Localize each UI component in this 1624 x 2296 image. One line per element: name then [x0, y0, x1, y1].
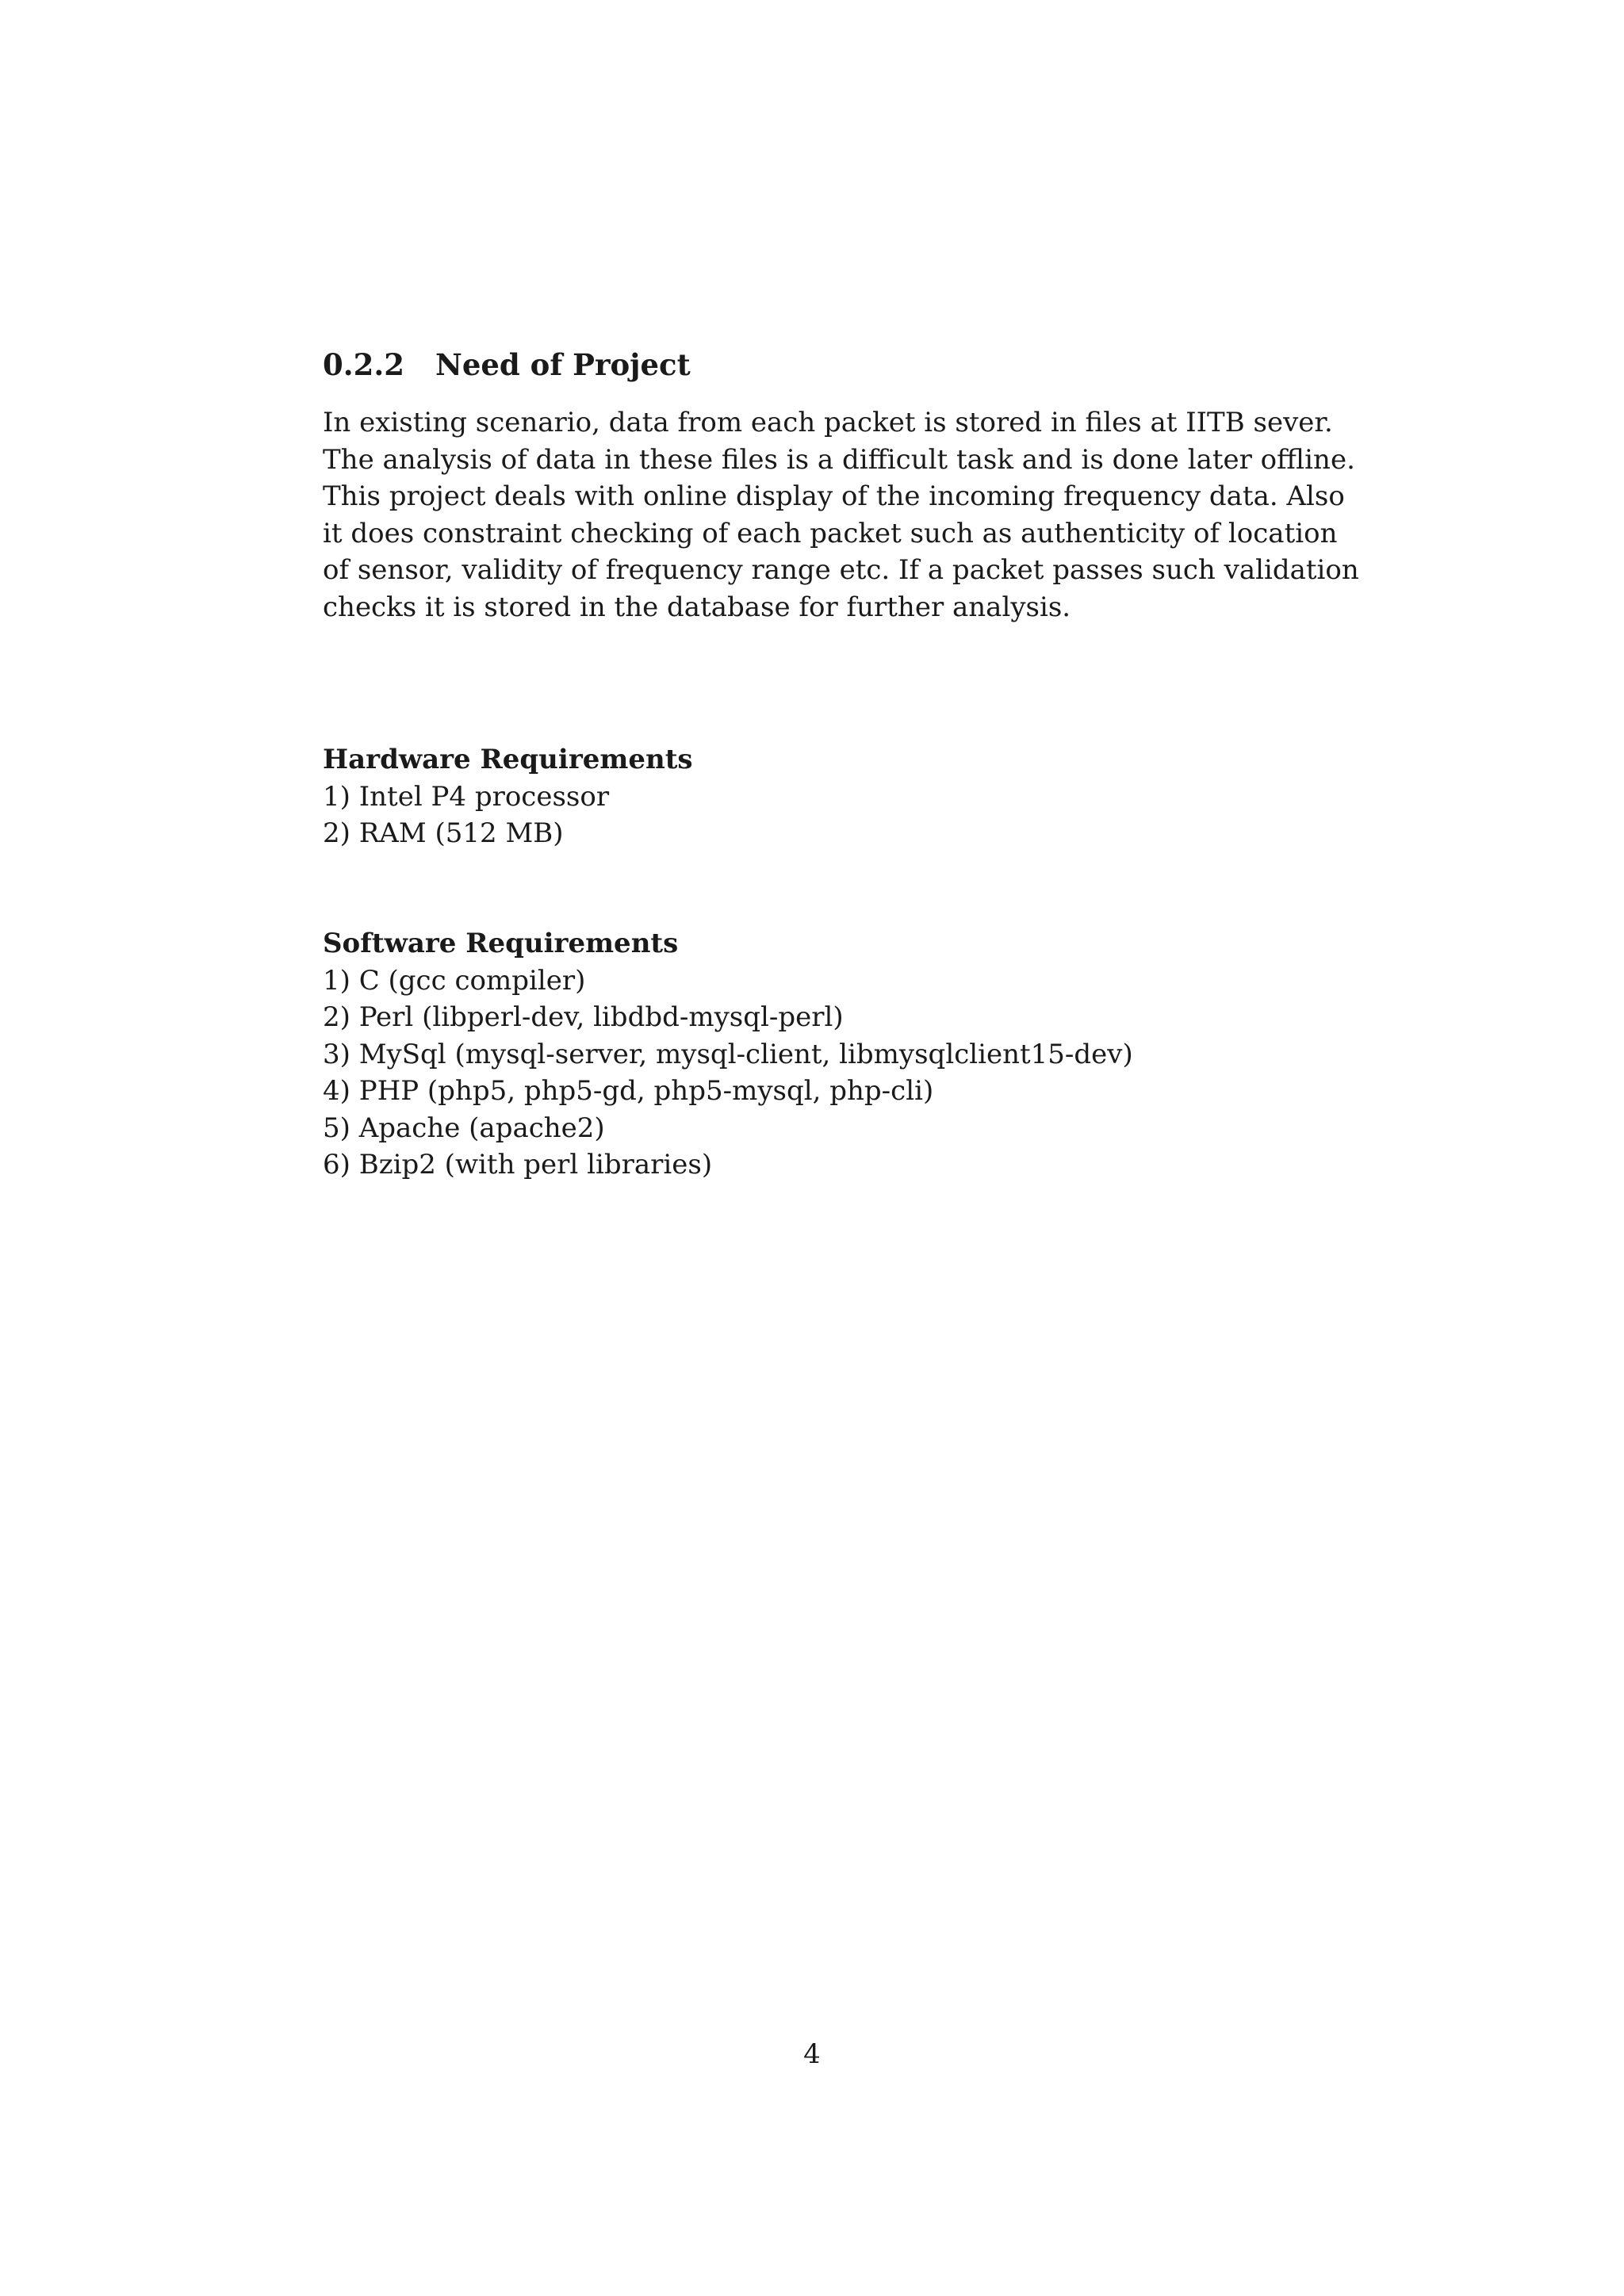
hardware-item: 1) Intel P4 processor	[323, 780, 610, 813]
need-of-project-paragraph	[323, 404, 1359, 626]
page-number: 4	[803, 2038, 821, 2070]
software-item: 3) MySql (mysql-server, mysql-client, libmysqlclient15-dev)	[323, 1038, 1133, 1070]
hardware-requirements-title: Hardware Requirements	[323, 744, 693, 775]
section-number: 0.2.2	[323, 347, 404, 382]
software-requirements	[323, 925, 1311, 1184]
software-item: 2) Perl (libperl-dev, libdbd-mysql-perl)	[323, 1001, 844, 1033]
section-heading	[323, 345, 1311, 385]
paragraph-line: The analysis of data in these files is a difficult task and is done later offline.	[323, 443, 1355, 476]
paragraph-line: it does constraint checking of each packet such as authenticity of location	[323, 517, 1338, 549]
software-requirements-title: Software Requirements	[323, 928, 679, 959]
paragraph-line: This project deals with online display of the incoming frequency data. Also	[323, 480, 1345, 512]
hardware-item: 2) RAM (512 MB)	[323, 817, 564, 849]
paragraph-line: checks it is stored in the database for further analysis.	[323, 591, 1071, 623]
paragraph-line: In existing scenario, data from each packet is stored in files at IITB sever.	[323, 407, 1333, 438]
hardware-requirements	[323, 741, 1311, 852]
software-item: 6) Bzip2 (with perl libraries)	[323, 1149, 713, 1181]
software-item: 4) PHP (php5, php5-gd, php5-mysql, php-cli)	[323, 1075, 934, 1107]
paragraph-line: of sensor, validity of frequency range etc. If a packet passes such validation	[323, 554, 1359, 586]
software-item: 5) Apache (apache2)	[323, 1112, 605, 1144]
section-title: Need of Project	[435, 347, 691, 382]
software-item: 1) C (gcc compiler)	[323, 964, 586, 997]
